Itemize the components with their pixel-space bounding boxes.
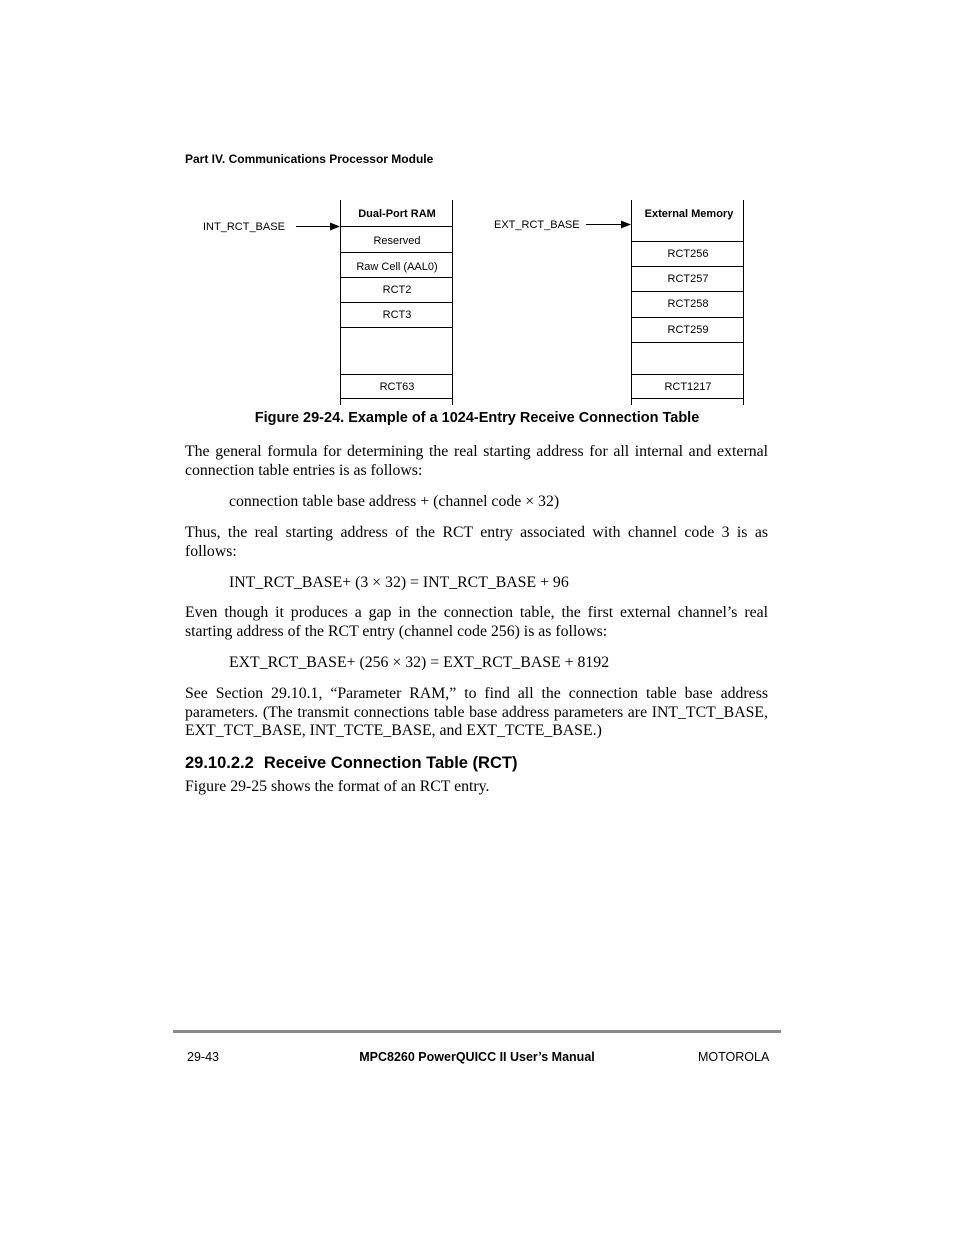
- int-entry-reserved: Reserved: [373, 235, 421, 247]
- int-entry-rct2: RCT2: [382, 284, 412, 296]
- formula-general: connection table base address + (channel code × 32): [229, 493, 560, 510]
- int-rct-base-label: INT_RCT_BASE: [203, 221, 285, 233]
- int-entry-rct63: RCT63: [379, 381, 415, 393]
- figure-caption: Figure 29-24. Example of a 1024-Entry Receive Connection Table: [254, 410, 700, 426]
- ext-entry-rct259: RCT259: [667, 324, 709, 336]
- section-number: 29.10.2.2: [185, 754, 254, 772]
- ext-entry-rct257: RCT257: [667, 273, 709, 285]
- paragraph-external-gap: Even though it produces a gap in the connection table, the first external channel’s real starting address of the RCT entry (channel code 256) is as follows:: [185, 604, 768, 640]
- ext-entry-rct1217: RCT1217: [664, 381, 712, 393]
- footer-manual-title: MPC8260 PowerQUICC II User’s Manual: [359, 1050, 595, 1064]
- ext-rct-base-label: EXT_RCT_BASE: [494, 219, 580, 231]
- footer-divider: [173, 1030, 781, 1033]
- running-header: Part IV. Communications Processor Module: [185, 152, 434, 166]
- rct-figure: [0, 0, 954, 410]
- section-heading: [185, 754, 517, 773]
- int-entry-raw-cell: Raw Cell (AAL0): [356, 261, 438, 273]
- int-entry-rct3: RCT3: [382, 309, 412, 321]
- ext-entry-rct258: RCT258: [667, 298, 709, 310]
- ext-entry-rct256: RCT256: [667, 248, 709, 260]
- paragraph-formula-intro: The general formula for determining the real starting address for all internal and external connection table entries is as follows:: [185, 443, 768, 479]
- paragraph-channel-3: Thus, the real starting address of the RCT entry associated with channel code 3 is as follows:: [185, 524, 768, 560]
- paragraph-rct-format: Figure 29-25 shows the format of an RCT entry.: [185, 778, 490, 795]
- paragraph-base-parameters: See Section 29.10.1, “Parameter RAM,” to find all the connection table base address parameters. (The transmit connections table base address parameters are INT_TCT_BASE, EXT_TCT_BASE, INT_TCTE_BASE, and EXT_TCTE_BASE.): [185, 685, 768, 739]
- footer-company: MOTOROLA: [698, 1050, 770, 1064]
- formula-channel-256: EXT_RCT_BASE+ (256 × 32) = EXT_RCT_BASE + 8192: [229, 654, 610, 671]
- section-title: Receive Connection Table (RCT): [263, 754, 518, 772]
- external-memory-title: External Memory: [644, 208, 734, 220]
- dual-port-ram-table: [340, 200, 453, 405]
- dual-port-ram-title: Dual-Port RAM: [358, 208, 436, 220]
- footer-page-number: 29-43: [187, 1050, 219, 1064]
- formula-channel-3: INT_RCT_BASE+ (3 × 32) = INT_RCT_BASE + 96: [229, 574, 569, 591]
